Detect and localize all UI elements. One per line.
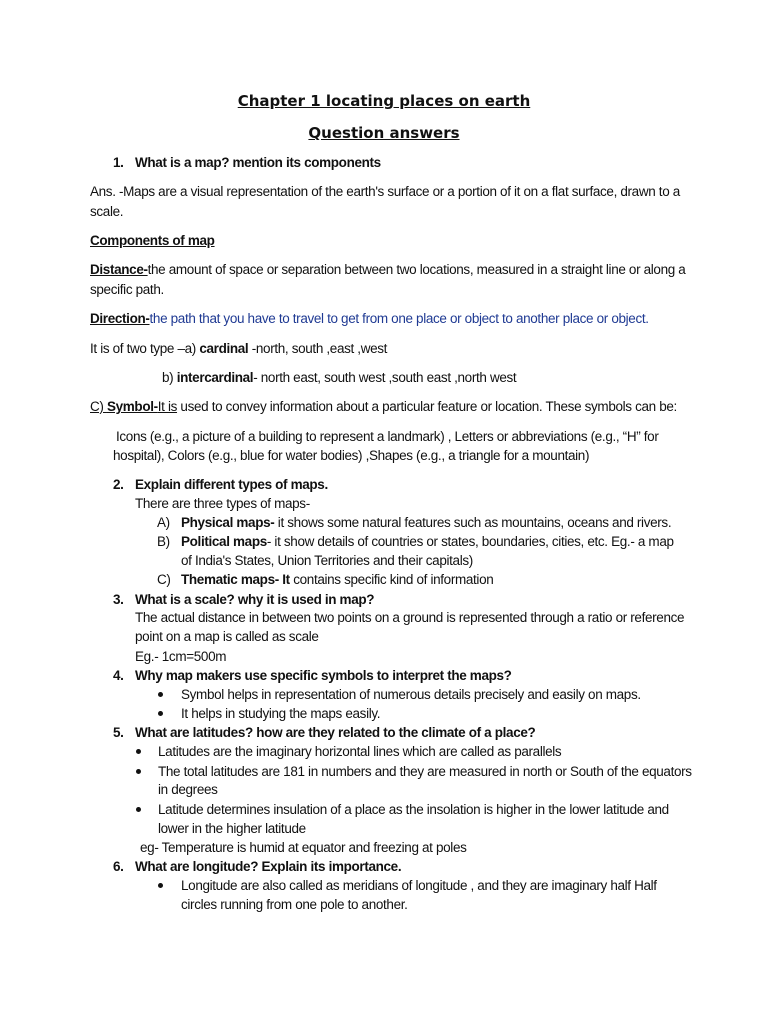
political-maps-text: - it show details of countries or states, boundaries, cities, etc. Eg.- a map	[266, 534, 674, 549]
direction-line	[90, 311, 649, 326]
q5-bullet2-line2: in degrees	[158, 782, 218, 797]
symbol-prefix: C)	[90, 399, 107, 414]
direction-text: the path that you have to travel to get from one place or object to another place or object.	[149, 311, 649, 326]
intercardinal-term: intercardinal	[176, 370, 254, 385]
q2-a-line	[181, 515, 671, 530]
cardinal-text: -north, south ,east ,west	[248, 341, 388, 356]
q2-b-line1	[181, 534, 674, 549]
q5-question: What are latitudes? how are they related to the climate of a place?	[135, 725, 536, 740]
distance-text: the amount of space or separation between two locations, measured in a straight line or along a	[147, 262, 686, 277]
political-maps-term: Political maps	[181, 534, 267, 549]
q2-c-label: C)	[157, 572, 171, 587]
q5-bullet3-line1: Latitude determines insulation of a place as the insolation is higher in the lower latitude and	[158, 802, 669, 817]
q2-intro: There are three types of maps-	[135, 496, 310, 511]
q2-c-line	[181, 572, 493, 587]
q4-number: 4.	[113, 668, 124, 683]
q2-question: Explain different types of maps.	[135, 477, 328, 492]
q6-bullet1-line2: circles running from one pole to another.	[181, 897, 408, 912]
q4-question: Why map makers use specific symbols to interpret the maps?	[135, 668, 512, 683]
type-prefix: It is of two type –a)	[90, 341, 200, 356]
q5-bullet2-line1: The total latitudes are 181 in numbers and they are measured in north or South of the equators	[158, 764, 692, 779]
thematic-maps-term: Thematic maps- It	[181, 572, 290, 587]
icons-line1: Icons (e.g., a picture of a building to represent a landmark) , Letters or abbreviations (e.g., “H” for	[116, 429, 659, 444]
q6-number: 6.	[113, 859, 124, 874]
icons-line2: hospital), Colors (e.g., blue for water bodies) ,Shapes (e.g., a triangle for a mountain)	[113, 448, 590, 463]
q5-bullet3-line2: lower in the higher latitude	[158, 821, 306, 836]
symbol-text: used to convey information about a particular feature or location. These symbols can be:	[177, 399, 677, 414]
direction-term: Direction-	[90, 311, 150, 326]
q2-b-label: B)	[157, 534, 170, 549]
type-line	[90, 341, 387, 356]
q1-answer-line1: Ans. -Maps are a visual representation of the earth's surface or a portion of it on a flat surface, drawn to a	[90, 184, 680, 199]
bullet-icon	[136, 749, 141, 754]
q4-bullet1: Symbol helps in representation of numerous details precisely and easily on maps.	[181, 687, 641, 702]
q1-number: 1.	[113, 155, 124, 170]
q3-line2: point on a map is called as scale	[135, 629, 319, 644]
bullet-icon	[136, 807, 141, 812]
symbol-line	[90, 399, 677, 414]
page-subtitle: Question answers	[308, 124, 460, 142]
thematic-maps-text: contains specific kind of information	[289, 572, 494, 587]
inter-prefix: b)	[162, 370, 177, 385]
q6-bullet1-line1: Longitude are also called as meridians of longitude , and they are imaginary half Half	[181, 878, 657, 893]
q2-number: 2.	[113, 477, 124, 492]
q5-number: 5.	[113, 725, 124, 740]
physical-maps-text: it shows some natural features such as mountains, oceans and rivers.	[274, 515, 672, 530]
cardinal-term: cardinal	[199, 341, 249, 356]
page-title: Chapter 1 locating places on earth	[237, 92, 531, 110]
bullet-icon	[158, 883, 163, 888]
q6-question: What are longitude? Explain its importance.	[135, 859, 402, 874]
intercardinal-text: - north east, south west ,south east ,north west	[253, 370, 517, 385]
symbol-it: It is	[157, 399, 178, 414]
q3-number: 3.	[113, 592, 124, 607]
q1-answer-line2: scale.	[90, 204, 124, 219]
bullet-icon	[136, 769, 141, 774]
distance-line2: specific path.	[90, 282, 164, 297]
symbol-term: Symbol-	[106, 399, 158, 414]
bullet-icon	[158, 711, 163, 716]
q1-question: What is a map? mention its components	[135, 155, 381, 170]
q2-a-label: A)	[157, 515, 170, 530]
q3-line3: Eg.- 1cm=500m	[135, 649, 227, 664]
q4-bullet2: It helps in studying the maps easily.	[181, 706, 381, 721]
distance-line1	[90, 262, 685, 277]
q3-question: What is a scale? why it is used in map?	[135, 592, 375, 607]
components-heading: Components of map	[90, 233, 215, 248]
intercardinal-line	[162, 370, 516, 385]
q3-line1: The actual distance in between two points on a ground is represented through a ratio or reference	[135, 610, 685, 625]
distance-term: Distance-	[90, 262, 148, 277]
q5-bullet1: Latitudes are the imaginary horizontal lines which are called as parallels	[158, 744, 562, 759]
bullet-icon	[158, 692, 163, 697]
q5-example: eg- Temperature is humid at equator and freezing at poles	[140, 840, 467, 855]
q2-b-line2: of India's States, Union Territories and their capitals)	[181, 553, 473, 568]
physical-maps-term: Physical maps-	[181, 515, 275, 530]
